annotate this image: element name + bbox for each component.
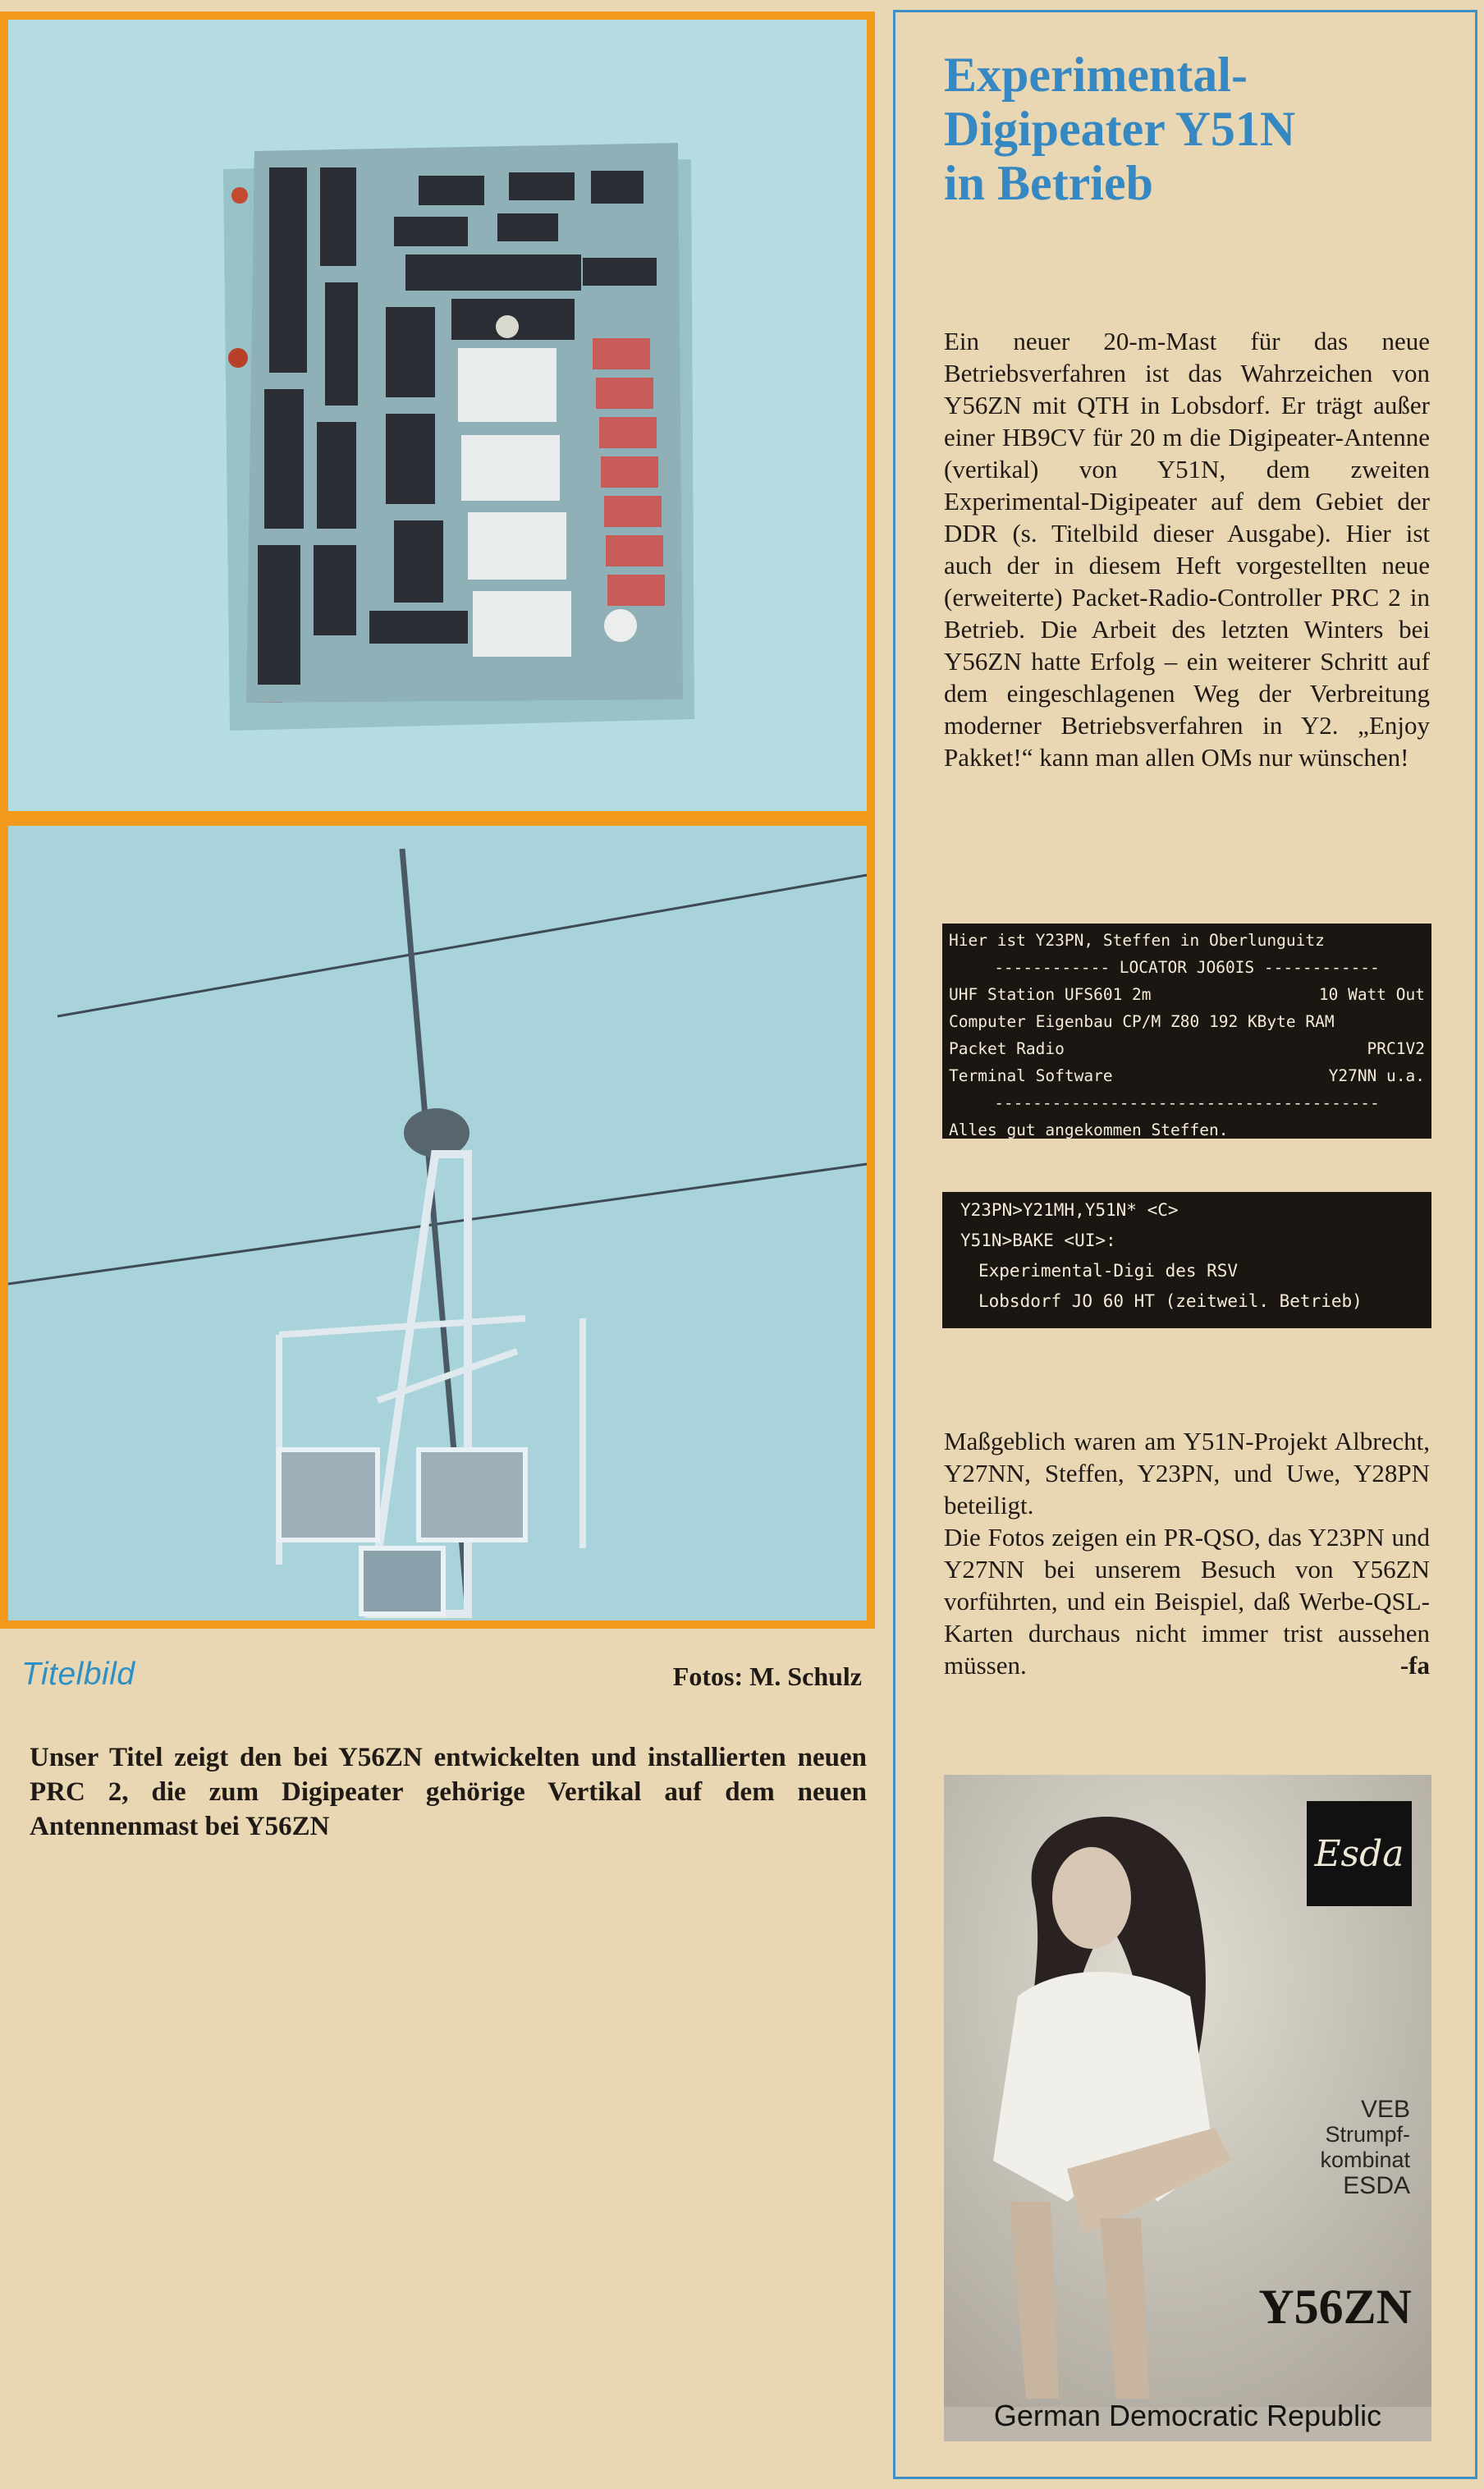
- qsl-callsign: Y56ZN: [1258, 2280, 1412, 2334]
- qsl-card-advertisement: [944, 1775, 1431, 2441]
- terminal-screen-2: [942, 1192, 1431, 1328]
- terminal2-line-4: Lobsdorf JO 60 HT (zeitweil. Betrieb): [978, 1291, 1363, 1311]
- headline-line-2: Digipeater Y51N: [944, 102, 1296, 156]
- terminal1-line-4: Computer Eigenbau CP/M Z80 192 KByte RAM: [949, 1012, 1335, 1031]
- veb-line-3: kombinat: [1320, 2148, 1410, 2172]
- article-paragraph-2: Maßgeblich waren am Y51N-Projekt Albrecht, Y27NN, Steffen, Y23PN, und Uwe, Y28PN beteiligt.: [944, 1427, 1430, 1520]
- esda-logo: Esda: [1307, 1801, 1412, 1906]
- terminal1-line-2: ------------ LOCATOR JO60IS ------------: [994, 958, 1380, 977]
- terminal1-line-5-right: PRC1V2: [1367, 1039, 1425, 1058]
- terminal1-line-7: ----------------------------------------: [994, 1093, 1380, 1112]
- terminal2-line-2: Y51N>BAKE <UI>:: [960, 1231, 1116, 1250]
- article-headline: [944, 48, 1453, 210]
- terminal2-line-1: Y23PN>Y21MH,Y51N* <C>: [960, 1200, 1179, 1220]
- terminal1-line-3-left: UHF Station UFS601 2m: [949, 985, 1152, 1004]
- qsl-country: German Democratic Republic: [993, 2399, 1382, 2432]
- photo-credit: Fotos: M. Schulz: [672, 1662, 862, 1691]
- antenna-mast-photo: [0, 818, 875, 1629]
- circuit-board-image: [8, 20, 867, 811]
- circuit-board-photo: [0, 11, 875, 819]
- article-paragraph-3: [944, 1521, 1430, 1681]
- terminal1-line-8: Alles gut angekommen Steffen.: [949, 1121, 1229, 1139]
- terminal1-line-5-left: Packet Radio: [949, 1039, 1065, 1058]
- antenna-mast-image: [8, 826, 867, 1620]
- terminal1-line-3-right: 10 Watt Out: [1318, 985, 1425, 1004]
- article-paragraph-1: Ein neuer 20-m-Mast für das neue Betriebsverfahren ist das Wahrzeichen von Y56ZN mit QTH in Lobsdorf. Er trägt außer einer HB9CV für 20 m die Digipeater-Antenne (vertikal) von Y51N, dem zweiten Experimental-Digipeater auf dem Gebiet der DDR (s. Titelbild dieser Ausgabe). Hier ist auch der in diesem Heft vorgestellten neue (erweiterte) Packet-Radio-Controller PRC 2 in Betrieb. Die Arbeit des letzten Winters bei Y56ZN hatte Erfolg – ein weiterer Schritt auf dem eingeschlagenen Weg der Verbreitung moderner Betriebsverfahren in Y2. „Enjoy Pakket!“ kann man allen OMs nur wünschen!: [944, 327, 1430, 772]
- veb-strumpfkombinat-label: [1246, 2097, 1410, 2198]
- terminal1-line-1: Hier ist Y23PN, Steffen in Oberlunguitz: [949, 931, 1325, 950]
- headline-line-1: Experimental-: [944, 48, 1248, 102]
- paragraph-3-text: Die Fotos zeigen ein PR-QSO, das Y23PN und Y27NN bei unserem Besuch von Y56ZN vorführten, und ein Beispiel, daß Werbe-QSL-Karten durchaus nicht immer trist aussehen müssen.: [944, 1523, 1430, 1680]
- veb-line-2: Strumpf-: [1325, 2122, 1410, 2147]
- terminal2-line-3: Experimental-Digi des RSV: [978, 1261, 1239, 1281]
- veb-line-4: ESDA: [1343, 2172, 1410, 2199]
- headline-line-3: in Betrieb: [944, 156, 1153, 210]
- veb-line-1: VEB: [1360, 2096, 1410, 2123]
- author-signature: -fa: [1399, 1651, 1430, 1680]
- terminal-screen-1: [942, 924, 1431, 1139]
- terminal1-line-6-right: Y27NN u.a.: [1328, 1066, 1425, 1085]
- terminal1-line-6-left: Terminal Software: [949, 1066, 1113, 1085]
- titelbild-label: Titelbild: [21, 1657, 135, 1692]
- cover-caption: Unser Titel zeigt den bei Y56ZN entwickelten und installierten neuen PRC 2, die zum Digipeater gehörige Vertikal auf dem neuen Antennenmast bei Y56ZN: [30, 1743, 867, 1841]
